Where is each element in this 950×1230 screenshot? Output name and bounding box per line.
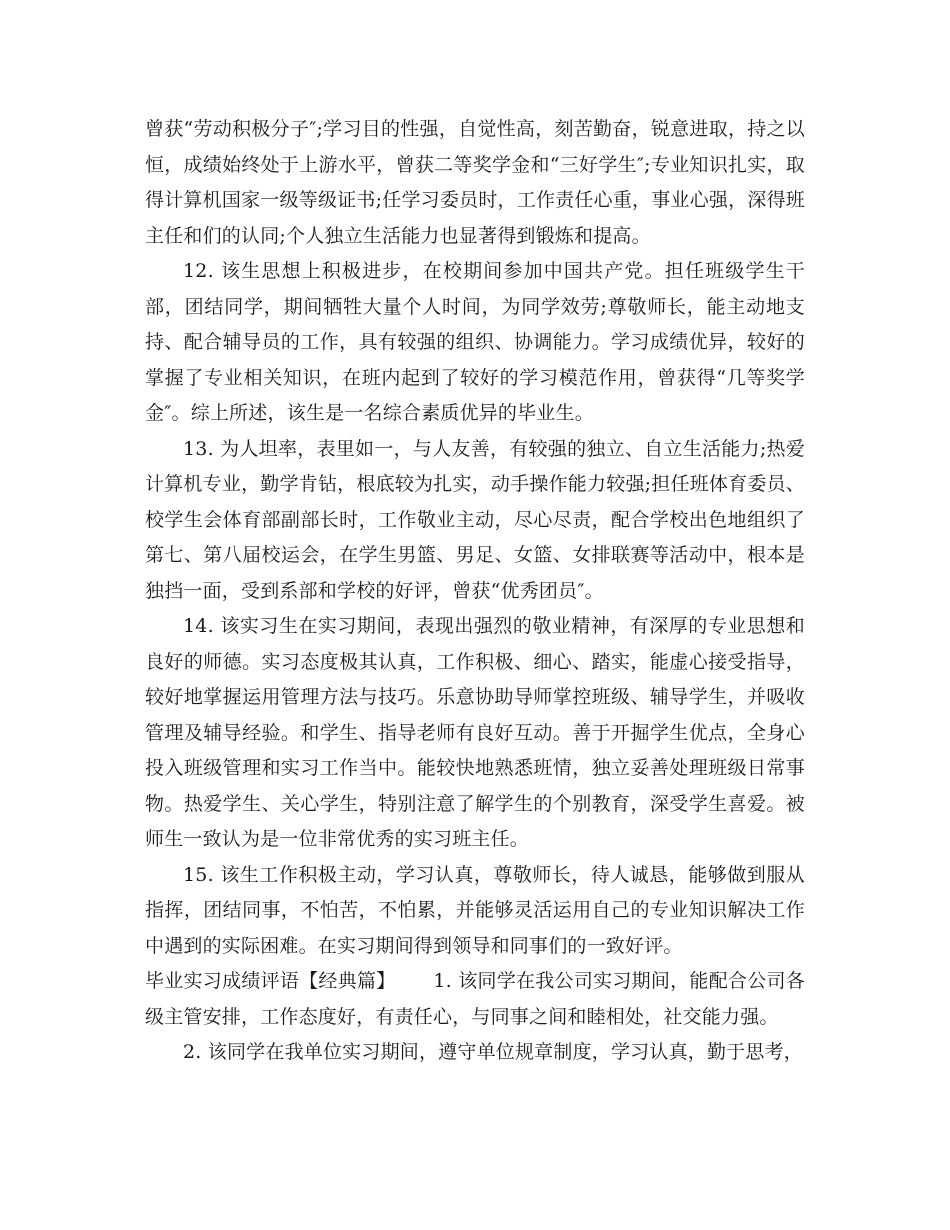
paragraph-section-heading: 毕业实习成绩评语【经典篇】 1. 该同学在我公司实习期间，能配合公司各级主管安排，工作态度好，有责任心，与同事之间和睦相处，社交能力强。 xyxy=(145,970,805,1028)
document-body xyxy=(145,112,805,1071)
paragraph-13: 13. 为人坦率，表里如一，与人友善，有较强的独立、自立生活能力;热爱计算机专业，勤学肯钻，根底较为扎实，动手操作能力较强;担任班体育委员、校学生会体育部副部长时，工作敬业主动，尽心尽责，配合学校出色地组织了第七、第八届校运会，在学生男篮、男足、女篮、女排联赛等活动中，根本是独挡一面，受到系部和学校的好评，曾获“优秀团员″。 xyxy=(145,437,805,602)
paragraph-continued: 曾获“劳动积极分子″;学习目的性强，自觉性高，刻苦勤奋，锐意进取，持之以恒，成绩始终处于上游水平，曾获二等奖学金和“三好学生″;专业知识扎实，取得计算机国家一级等级证书;任学习委员时，工作责任心重，事业心强，深得班主任和们的认同;个人独立生活能力也显著得到锻炼和提高。 xyxy=(145,118,805,247)
paragraph-2: 2. 该同学在我单位实习期间，遵守单位规章制度，学习认真，勤于思考， xyxy=(183,1041,803,1063)
paragraph-15: 15. 该生工作积极主动，学习认真，尊敬师长，待人诚恳，能够做到服从指挥，团结同事，不怕苦，不怕累，并能够灵活运用自己的专业知识解决工作中遇到的实际困难。在实习期间得到领导和同事们的一致好评。 xyxy=(145,863,805,957)
paragraph-14: 14. 该实习生在实习期间，表现出强烈的敬业精神，有深厚的专业思想和良好的师德。实习态度极其认真，工作积极、细心、踏实，能虚心接受指导，较好地掌握运用管理方法与技巧。乐意协助导师掌控班级、辅导学生，并吸收管理及辅导经验。和学生、指导老师有良好互动。善于开掘学生优点，全身心投入班级管理和实习工作当中。能较快地熟悉班情，独立妥善处理班级日常事物。热爱学生、关心学生，特别注意了解学生的个别教育，深受学生喜爱。被师生一致认为是一位非常优秀的实习班主任。 xyxy=(145,615,805,850)
paragraph-12: 12. 该生思想上积极进步，在校期间参加中国共产党。担任班级学生干部，团结同学，期间牺牲大量个人时间，为同学效劳;尊敬师长，能主动地支持、配合辅导员的工作，具有较强的组织、协调能力。学习成绩优异，较好的掌握了专业相关知识，在班内起到了较好的学习模范作用，曾获得“几等奖学金″。综上所述，该生是一名综合素质优异的毕业生。 xyxy=(145,260,805,424)
